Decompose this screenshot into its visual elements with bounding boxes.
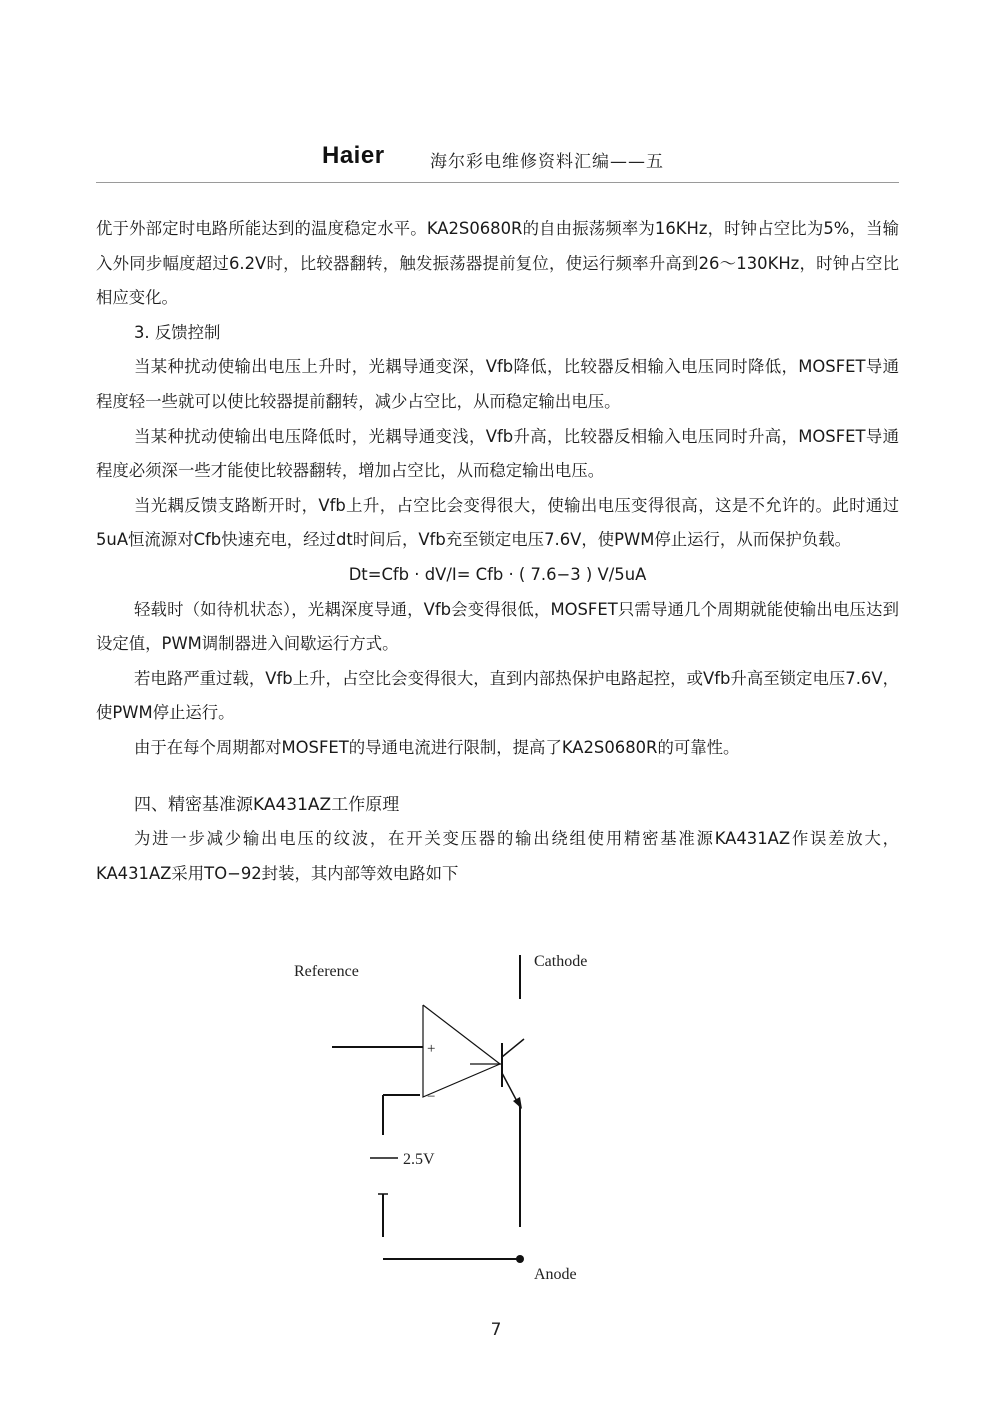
paragraph-3: 当某种扰动使输出电压降低时，光耦导通变浅，Vfb升高，比较器反相输入电压同时升高，MOSFET导通程度必须深一些才能使比较器翻转，增加占空比，从而稳定输出电压。 (96, 426, 899, 481)
paragraph-8: 为进一步减少输出电压的纹波，在开关变压器的输出绕组使用精密基准源KA431AZ作误差放大，KA431AZ采用TO−92封装，其内部等效电路如下 (96, 829, 899, 883)
page-number: 7 (490, 1320, 502, 1340)
paragraph-2: 当某种扰动使输出电压上升时，光耦导通变深，Vfb降低，比较器反相输入电压同时降低，MOSFET导通程度轻一些就可以使比较器提前翻转，减少占空比，从而稳定输出电压。 (96, 357, 899, 411)
document-body (96, 212, 899, 891)
reference-label: Reference (294, 963, 359, 980)
plus-sign: + (427, 1041, 436, 1057)
transistor-collector (502, 1039, 524, 1057)
cathode-label: Cathode (534, 953, 588, 970)
anode-terminal-dot (516, 1255, 524, 1263)
section-heading-4: 四、精密基准源KA431AZ工作原理 (134, 794, 400, 815)
haier-logo: Haier (322, 142, 385, 169)
formula: Dt=Cfb · dV/I= Cfb · ( 7.6−3 ) V/5uA (348, 564, 647, 584)
paragraph-6: 若电路严重过载，Vfb上升，占空比会变得很大，直到内部热保护电路起控，或Vfb升高至锁定电压7.6V，使PWM停止运行。 (96, 668, 899, 723)
paragraph-1: 优于外部定时电路所能达到的温度稳定水平。KA2S0680R的自由振荡频率为16KHz，时钟占空比为5%，当输入外同步幅度超过6.2V时，比较器翻转，触发振荡器提前复位，使运行频率升高到26～130KHz，时钟占空比相应变化。 (96, 219, 899, 308)
paragraph-4: 当光耦反馈支路断开时，Vfb上升，占空比会变得很大，使输出电压变得很高，这是不允许的。此时通过5uA恒流源对Cfb快速充电，经过dt时间后，Vfb充至锁定电压7.6V，使PWM停止运行，从而保护负载。 (96, 495, 899, 550)
reference-voltage-label: 2.5V (403, 1151, 435, 1168)
page-header (96, 140, 899, 182)
header-title: 海尔彩电维修资料汇编——五 (430, 152, 664, 172)
paragraph-5: 轻载时（如待机状态），光耦深度导通，Vfb会变得很低，MOSFET只需导通几个周期就能使输出电压达到设定值，PWM调制器进入间歇运行方式。 (96, 599, 899, 654)
anode-label: Anode (534, 1266, 577, 1283)
ka431-equivalent-circuit (280, 945, 640, 1290)
header-rule (96, 182, 899, 183)
subheading-feedback-control: 3. 反馈控制 (134, 322, 221, 342)
minus-sign: − (427, 1089, 436, 1105)
paragraph-7: 由于在每个周期都对MOSFET的导通电流进行限制，提高了KA2S0680R的可靠性。 (134, 737, 740, 757)
